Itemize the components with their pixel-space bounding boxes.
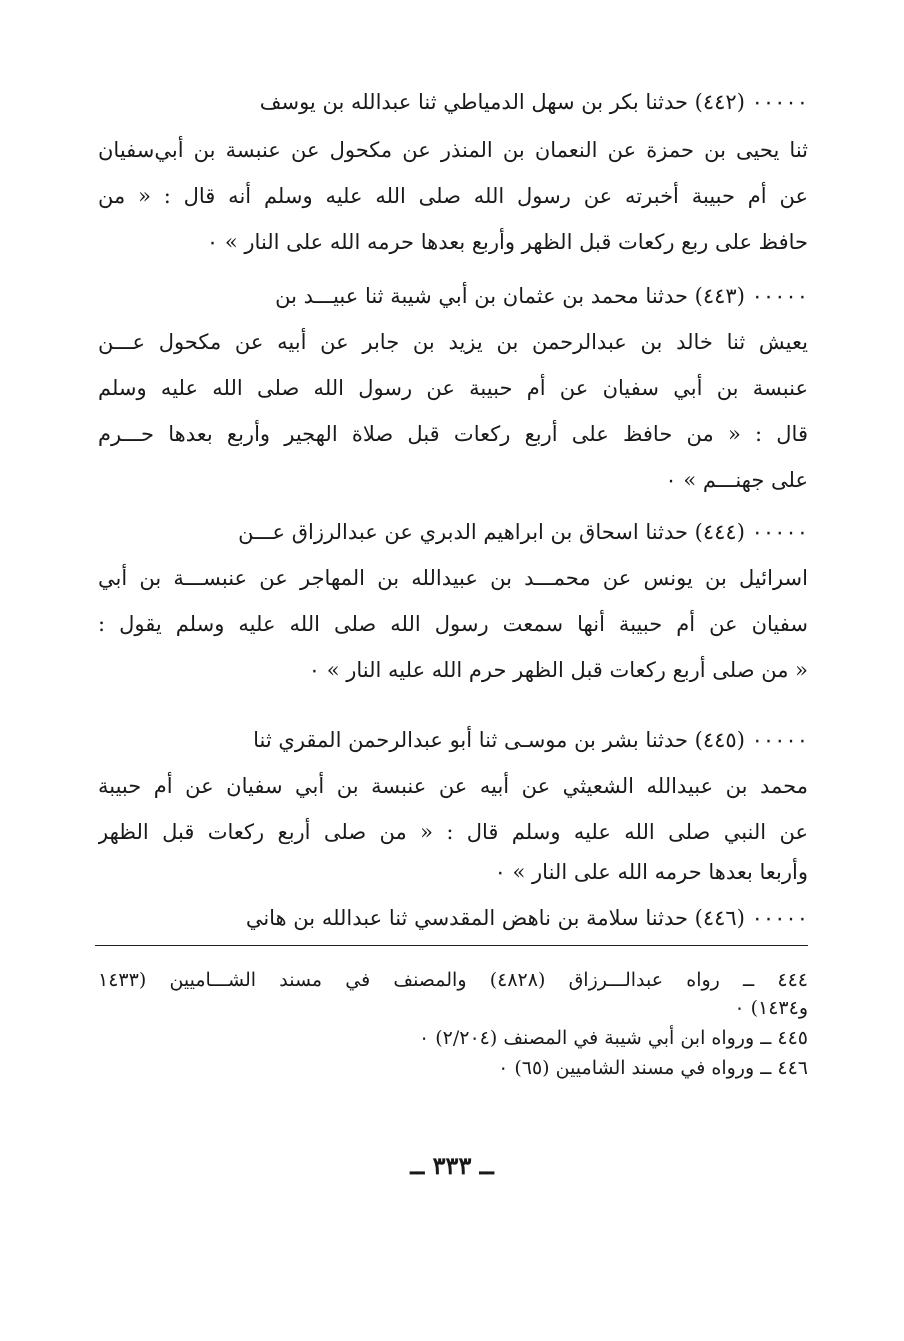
footnote-444-line-2: و١٤٣٤) ٠ [734, 997, 808, 1019]
hadith-445-line-4: وأربعا بعدها حرمه الله على النار » ٠ [494, 860, 808, 884]
hadith-444-line-3: سفيان عن أم حبيبة أنها سمعت رسول الله صلى الله عليه وسلم يقول : [98, 612, 808, 636]
hadith-446-line-1: ٠٠٠٠٠ (٤٤٦) حدثنا سلامة بن ناهض المقدسي ثنا عبدالله بن هاني [245, 906, 808, 930]
footnote-444-line-1: ٤٤٤ ــ رواه عبدالـــرزاق (٤٨٢٨) والمصنف في مسند الشـــاميين (١٤٣٣ [98, 969, 808, 991]
footnote-446: ٤٤٦ ــ ورواه في مسند الشاميين (٦٥) ٠ [498, 1057, 808, 1079]
hadith-444-line-2: اسرائيل بن يونس عن محمـــد بن عبيدالله بن المهاجر عن عنبســـة بن أبي [98, 566, 808, 590]
hadith-442-line-2: ثنا يحيى بن حمزة عن النعمان بن المنذر عن مكحول عن عنبسة بن أبي‌سفيان [98, 138, 808, 162]
hadith-443-line-1: ٠٠٠٠٠ (٤٤٣) حدثنا محمد بن عثمان بن أبي شيبة ثنا عبيـــد بن [275, 284, 808, 308]
hadith-445-line-1: ٠٠٠٠٠ (٤٤٥) حدثنا بشر بن موسـى ثنا أبو عبدالرحمن المقري ثنا [253, 728, 808, 752]
footnote-separator [95, 945, 808, 946]
hadith-443-line-4: قال : « من حافظ على أربع ركعات قبل صلاة الهجير وأربع بعدها حـــرم [98, 422, 808, 446]
hadith-444-line-1: ٠٠٠٠٠ (٤٤٤) حدثنا اسحاق بن ابراهيم الدبري عن عبدالرزاق عـــن [238, 520, 808, 544]
hadith-442-line-4: حافظ على ربع ركعات قبل الظهر وأربع بعدها حرمه الله على النار » ٠ [206, 230, 808, 254]
hadith-443-line-2: يعيش ثنا خالد بن عبدالرحمن بن يزيد بن جابر عن أبيه عن مكحول عـــن [98, 330, 808, 354]
hadith-445-line-2: محمد بن عبيدالله الشعيثي عن أبيه عن عنبسة بن أبي سفيان عن أم حبيبة [98, 774, 808, 798]
hadith-444-line-4: « من صلى أربع ركعات قبل الظهر حرم الله عليه النار » ٠ [308, 658, 808, 682]
footnote-445: ٤٤٥ ــ ورواه ابن أبي شيبة في المصنف (٢/٢٠٤) ٠ [418, 1027, 808, 1049]
hadith-443-line-5: على جهنـــم » ٠ [665, 468, 808, 492]
page-number: ــ ٣٣٣ ــ [410, 1151, 494, 1180]
hadith-443-line-3: عنبسة بن أبي سفيان عن أم حبيبة عن رسول الله صلى الله عليه وسلم [98, 376, 808, 400]
hadith-445-line-3: عن النبي صلى الله عليه وسلم قال : « من صلى أربع ركعات قبل الظهر [98, 820, 808, 844]
hadith-442-line-3: عن أم حبيبة أخبرته عن رسول الله صلى الله عليه وسلم أنه قال : « من [98, 184, 808, 208]
hadith-442-line-1: ٠٠٠٠٠ (٤٤٢) حدثنا بكر بن سهل الدمياطي ثنا عبدالله بن يوسف [259, 90, 808, 114]
